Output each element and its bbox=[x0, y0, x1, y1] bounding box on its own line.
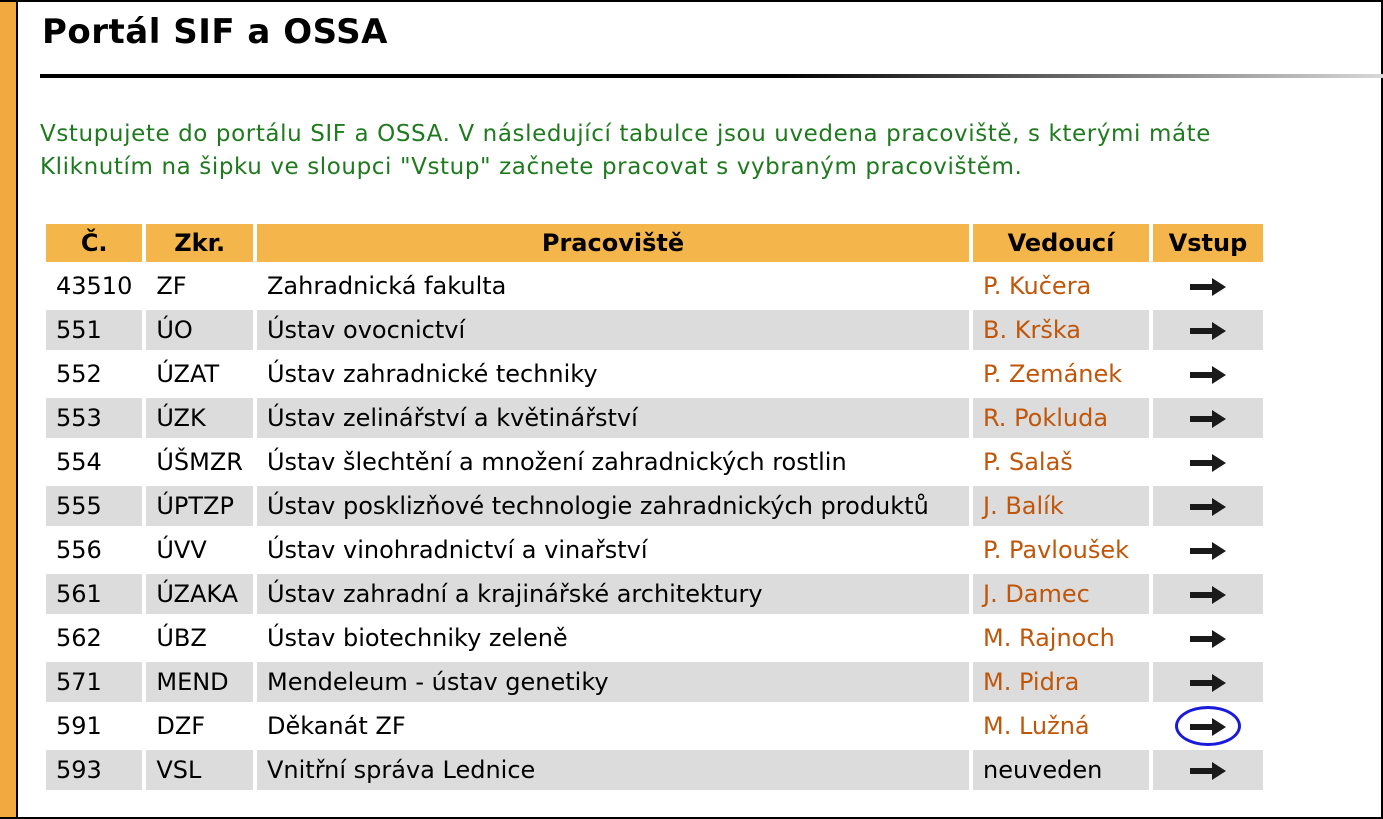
leader-link[interactable]: M. Pidra bbox=[973, 662, 1149, 702]
right-arrow-icon[interactable] bbox=[1188, 584, 1228, 606]
table-row bbox=[46, 574, 1263, 614]
table-body bbox=[46, 266, 1263, 790]
leader-link[interactable]: P. Zemánek bbox=[982, 360, 1123, 388]
cell-abbr: ÚZAKA bbox=[146, 574, 253, 614]
cell-abbr: ÚVV bbox=[156, 536, 207, 564]
cell-enter bbox=[1153, 310, 1263, 350]
table-header-row bbox=[46, 224, 1263, 262]
cell-abbr: ÚBZ bbox=[156, 624, 207, 652]
left-accent-bar bbox=[0, 0, 16, 819]
leader-link[interactable]: J. Damec bbox=[973, 574, 1149, 614]
table-row bbox=[46, 398, 1263, 438]
cell-enter bbox=[1153, 530, 1263, 570]
cell-num: 43510 bbox=[56, 272, 133, 300]
table-row bbox=[46, 442, 1263, 482]
table-row bbox=[46, 486, 1263, 526]
right-arrow-icon[interactable] bbox=[1188, 628, 1228, 650]
cell-name: Ústav vinohradnictví a vinařství bbox=[266, 536, 648, 564]
table-row bbox=[46, 618, 1263, 658]
cell-num: 551 bbox=[46, 310, 142, 350]
intro-line-2: Kliknutím na šipku ve sloupci "Vstup" začnete pracovat s vybraným pracovištěm. bbox=[40, 154, 1023, 180]
workplaces-table bbox=[42, 220, 1267, 794]
cell-num: 593 bbox=[46, 750, 142, 790]
table-row bbox=[46, 354, 1263, 394]
cell-abbr: MEND bbox=[146, 662, 253, 702]
leader-text: neuveden bbox=[973, 750, 1149, 790]
right-arrow-icon[interactable] bbox=[1188, 496, 1228, 518]
cell-enter bbox=[1153, 398, 1263, 438]
right-arrow-icon[interactable] bbox=[1188, 760, 1228, 782]
cell-abbr: DZF bbox=[156, 712, 206, 740]
cell-enter bbox=[1153, 354, 1263, 394]
right-arrow-icon[interactable] bbox=[1188, 276, 1228, 298]
cell-name: Zahradnická fakulta bbox=[266, 272, 507, 300]
page-title: Portál SIF a OSSA bbox=[42, 12, 388, 52]
cell-num: 591 bbox=[56, 712, 102, 740]
header-num: Č. bbox=[46, 224, 142, 262]
cell-name: Ústav posklizňové technologie zahradnických produktů bbox=[257, 486, 969, 526]
cell-abbr: ÚPTZP bbox=[146, 486, 253, 526]
cell-enter bbox=[1153, 266, 1263, 306]
cell-enter bbox=[1153, 750, 1263, 790]
cell-enter bbox=[1153, 618, 1263, 658]
cell-enter bbox=[1153, 442, 1263, 482]
cell-num: 561 bbox=[46, 574, 142, 614]
right-arrow-icon[interactable] bbox=[1188, 408, 1228, 430]
right-arrow-icon[interactable] bbox=[1188, 320, 1228, 342]
cell-abbr: ZF bbox=[156, 272, 187, 300]
right-arrow-icon[interactable] bbox=[1188, 672, 1228, 694]
table-row bbox=[46, 706, 1263, 746]
right-arrow-icon[interactable] bbox=[1188, 540, 1228, 562]
header-leader: Vedoucí bbox=[973, 224, 1149, 262]
intro-text bbox=[40, 118, 1383, 184]
cell-name: Ústav zahradnické techniky bbox=[266, 360, 598, 388]
title-divider bbox=[40, 74, 1383, 78]
cell-num: 556 bbox=[56, 536, 102, 564]
cell-name: Vnitřní správa Lednice bbox=[257, 750, 969, 790]
header-name: Pracoviště bbox=[257, 224, 969, 262]
header-enter: Vstup bbox=[1153, 224, 1263, 262]
cell-num: 571 bbox=[46, 662, 142, 702]
cell-abbr: ÚO bbox=[146, 310, 253, 350]
right-arrow-icon[interactable] bbox=[1188, 716, 1228, 738]
right-arrow-icon[interactable] bbox=[1188, 452, 1228, 474]
table-row bbox=[46, 266, 1263, 306]
cell-enter bbox=[1153, 574, 1263, 614]
intro-line-1: Vstupujete do portálu SIF a OSSA. V následující tabulce jsou uvedena pracoviště, s kterými máte bbox=[40, 121, 1212, 147]
cell-num: 562 bbox=[56, 624, 102, 652]
cell-name: Mendeleum - ústav genetiky bbox=[257, 662, 969, 702]
table-row bbox=[46, 530, 1263, 570]
cell-num: 554 bbox=[56, 448, 102, 476]
cell-name: Ústav ovocnictví bbox=[257, 310, 969, 350]
cell-enter bbox=[1153, 662, 1263, 702]
header-abbr: Zkr. bbox=[146, 224, 253, 262]
leader-link[interactable]: M. Rajnoch bbox=[982, 624, 1115, 652]
leader-link[interactable]: M. Lužná bbox=[982, 712, 1090, 740]
leader-link[interactable]: R. Pokluda bbox=[973, 398, 1149, 438]
cell-num: 552 bbox=[56, 360, 102, 388]
table-row bbox=[46, 750, 1263, 790]
table-row bbox=[46, 310, 1263, 350]
cell-name: Ústav zelinářství a květinářství bbox=[257, 398, 969, 438]
cell-name: Ústav šlechtění a množení zahradnických rostlin bbox=[266, 448, 847, 476]
cell-abbr: ÚZAT bbox=[156, 360, 220, 388]
leader-link[interactable]: B. Krška bbox=[973, 310, 1149, 350]
cell-name: Ústav biotechniky zeleně bbox=[266, 624, 568, 652]
leader-link[interactable]: J. Balík bbox=[973, 486, 1149, 526]
cell-enter bbox=[1153, 706, 1263, 746]
left-accent-divider bbox=[16, 0, 18, 819]
cell-num: 553 bbox=[46, 398, 142, 438]
cell-name: Ústav zahradní a krajinářské architektury bbox=[257, 574, 969, 614]
leader-link[interactable]: P. Pavloušek bbox=[982, 536, 1130, 564]
right-arrow-icon[interactable] bbox=[1188, 364, 1228, 386]
cell-name: Děkanát ZF bbox=[266, 712, 406, 740]
cell-abbr: ÚŠMZR bbox=[156, 448, 243, 476]
leader-link[interactable]: P. Kučera bbox=[982, 272, 1092, 300]
cell-enter bbox=[1153, 486, 1263, 526]
cell-num: 555 bbox=[46, 486, 142, 526]
cell-abbr: VSL bbox=[146, 750, 253, 790]
leader-link[interactable]: P. Salaš bbox=[982, 448, 1073, 476]
table-row bbox=[46, 662, 1263, 702]
cell-abbr: ÚZK bbox=[146, 398, 253, 438]
